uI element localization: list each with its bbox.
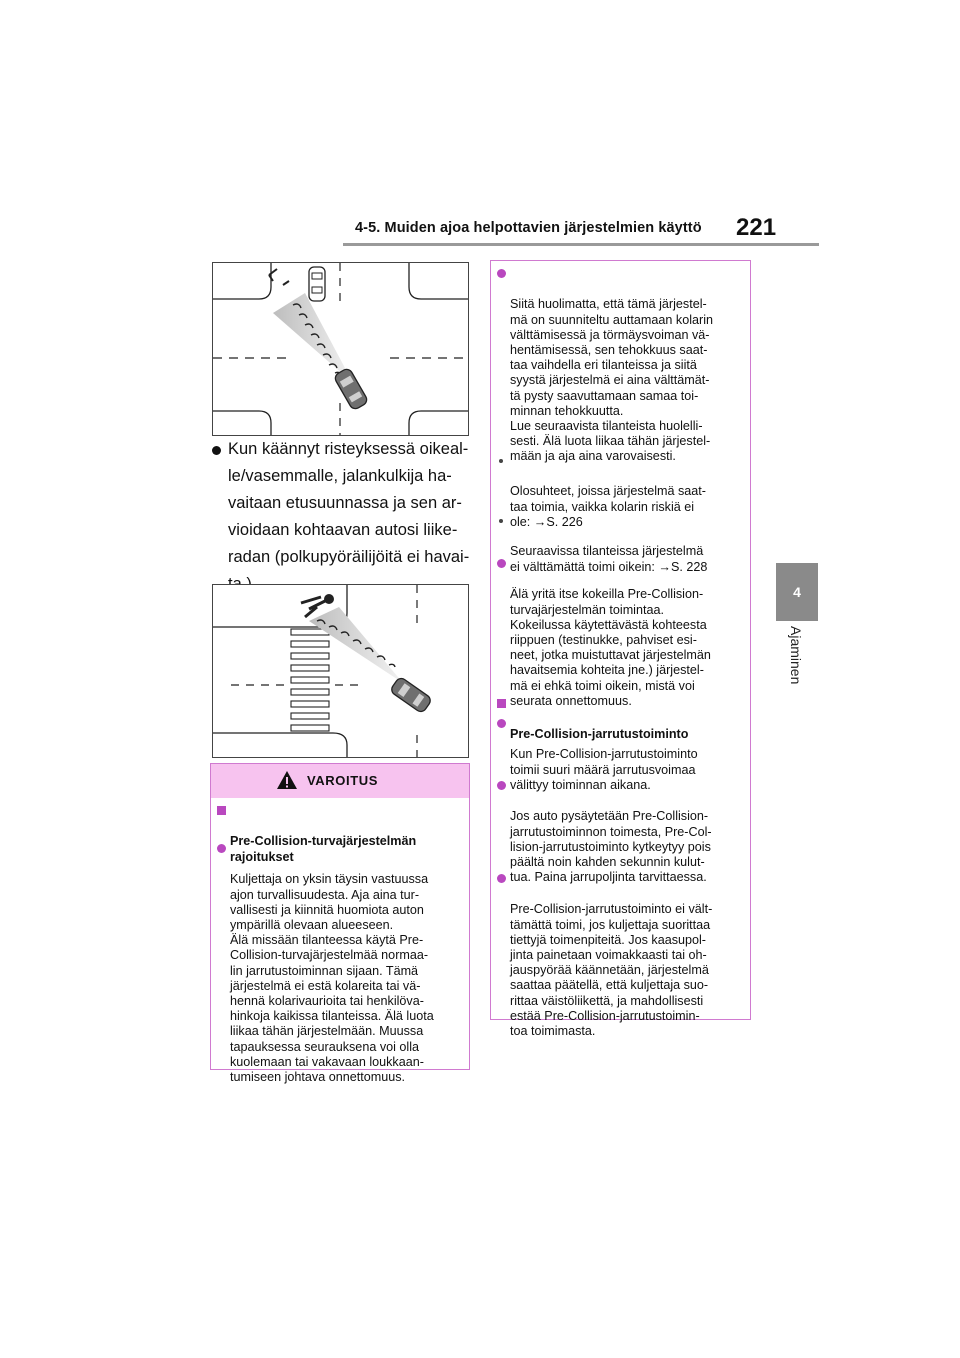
info-heading-2-text: Pre-Collision-jarrutustoiminto [510, 727, 689, 742]
info-item-5-text: Pre-Collision-jarrutustoiminto ei vält- tämättä toimi, jos kuljettaja suorittaa tiettyjä toimenpiteitä. Jos kaasupol- jinta painetaan voimakkaasti tai oh- jauspyörää käännetään, järjestelmä saattaa päätellä, että kuljettaja suo- rittaa väistöliikettä, ja mahdollisesti estää Pre-Collision-jarrutustoimin- toa toimimasta. [510, 902, 713, 1039]
page-number: 221 [736, 214, 777, 241]
small-bullet [499, 459, 503, 463]
circle-bullet [497, 874, 506, 883]
square-bullet [217, 806, 226, 815]
car-icon [309, 267, 325, 301]
small-bullet [499, 519, 503, 523]
circle-bullet [497, 269, 506, 278]
header-divider [343, 243, 819, 246]
chapter-tab: 4 [776, 563, 818, 621]
pedestrian-crossing-figure [212, 584, 469, 758]
circle-bullet [497, 719, 506, 728]
warning-paragraph-text: Kuljettaja on yksin täysin vastuussa ajon turvallisuudesta. Aja aina tur- vallisesti ja kiinnitä huomiota auton ympärillä olevaan alueeseen. Älä missään tilanteessa käytä Pre- Collision-turvajärjestelmää normaa- lin jarrutustoiminnan sijaan. Tämä järjestelmä ei estä kolareita tai vä- hennä kolarivaurioita tai henkilöva- hinkoja kaikissa tilanteissa. Älä luota liikaa tähän järjestelmään. Muussa tapauksessa seurauksena voi olla kuolemaan tai vakavaan loukkaan- tumiseen johtava onnettomuus. [230, 872, 434, 1085]
info-item-4-text: Jos auto pysäytetään Pre-Collision- jarrutustoiminnon toimesta, Pre-Col- lision-jarrutustoiminto kytkeytyy pois päältä noin kahden sekunnin kulut- tua. Paina jarrupoljinta tarvittaessa. [510, 809, 712, 885]
info-sub-1-text: Olosuhteet, joissa järjestelmä saat- taa toimia, vaikka kolarin riskiä ei ole: →S. 226 [510, 484, 706, 529]
bullet-dot [212, 446, 221, 455]
chapter-label: Ajaminen [788, 626, 804, 685]
warning-header [211, 764, 469, 798]
section-title: 4-5. Muiden ajoa helpottavien järjestelmien käyttö [355, 220, 702, 236]
turn-detection-text: Kun käännyt risteyksessä oikeal- le/vasemmalle, jalankulkija ha- vaitaan etusuunnassa ja sen ar- vioidaan kohtaavan autosi liike- radan (polkupyöräilijöitä ei havai- [228, 440, 470, 566]
info-box [490, 260, 751, 1039]
info-sub-2-text: Seuraavissa tilanteissa järjestelmä ei välttämättä toimi oikein: →S. 228 [510, 544, 708, 574]
warning-triangle-icon [276, 770, 298, 790]
warning-box [210, 763, 470, 1085]
circle-bullet [497, 559, 506, 568]
info-item-1 [497, 267, 744, 480]
info-item-2-text: Älä yritä itse kokeilla Pre-Collision- turvajärjestelmän toimintaa. Kokeilussa käytettävästä kohteesta riippuen (testinukke, pahviset esi- neet, jotka muistuttavat järjestelmän havaitsemia kohteita jne.) järjestel- mä ei ehkä toimi oikein, mistä voi seurata onnettomuus. [510, 587, 711, 708]
turn-detection-description [212, 436, 470, 598]
warning-heading-text: Pre-Collision-turvajärjestelmän rajoitukset [230, 834, 417, 864]
car-icon [333, 367, 369, 411]
square-bullet [497, 699, 506, 708]
info-item-1-text: Siitä huolimatta, että tämä järjestel- mä on suunniteltu auttamaan kolarin välttämisessä ja törmäysvoiman vä- hentämisessä, sen tehokkuus saat- taa vaihdella eri tilanteissa ja siitä syystä järjestelmä ei aina välttämät- tä pysty saavuttamaan samaa toi- minnan tehokkuutta. Lue seuraavista tilanteista huolelli- sesti. Älä luota liikaa tähän järjestel- mään ja aja aina varovaisesti. [510, 297, 714, 464]
warning-title: VAROITUS [307, 773, 379, 788]
circle-bullet [497, 781, 506, 790]
zebra-crossing [291, 629, 329, 731]
warning-paragraph [217, 842, 463, 1100]
info-item-3-text: Kun Pre-Collision-jarrutustoiminto toimii suuri määrä jarrutusvoimaa välittyy toiminnan aikana. [510, 747, 698, 792]
info-item-5 [497, 872, 744, 1054]
intersection-turn-figure [212, 262, 469, 436]
car-icon [389, 676, 432, 714]
circle-bullet [217, 844, 226, 853]
